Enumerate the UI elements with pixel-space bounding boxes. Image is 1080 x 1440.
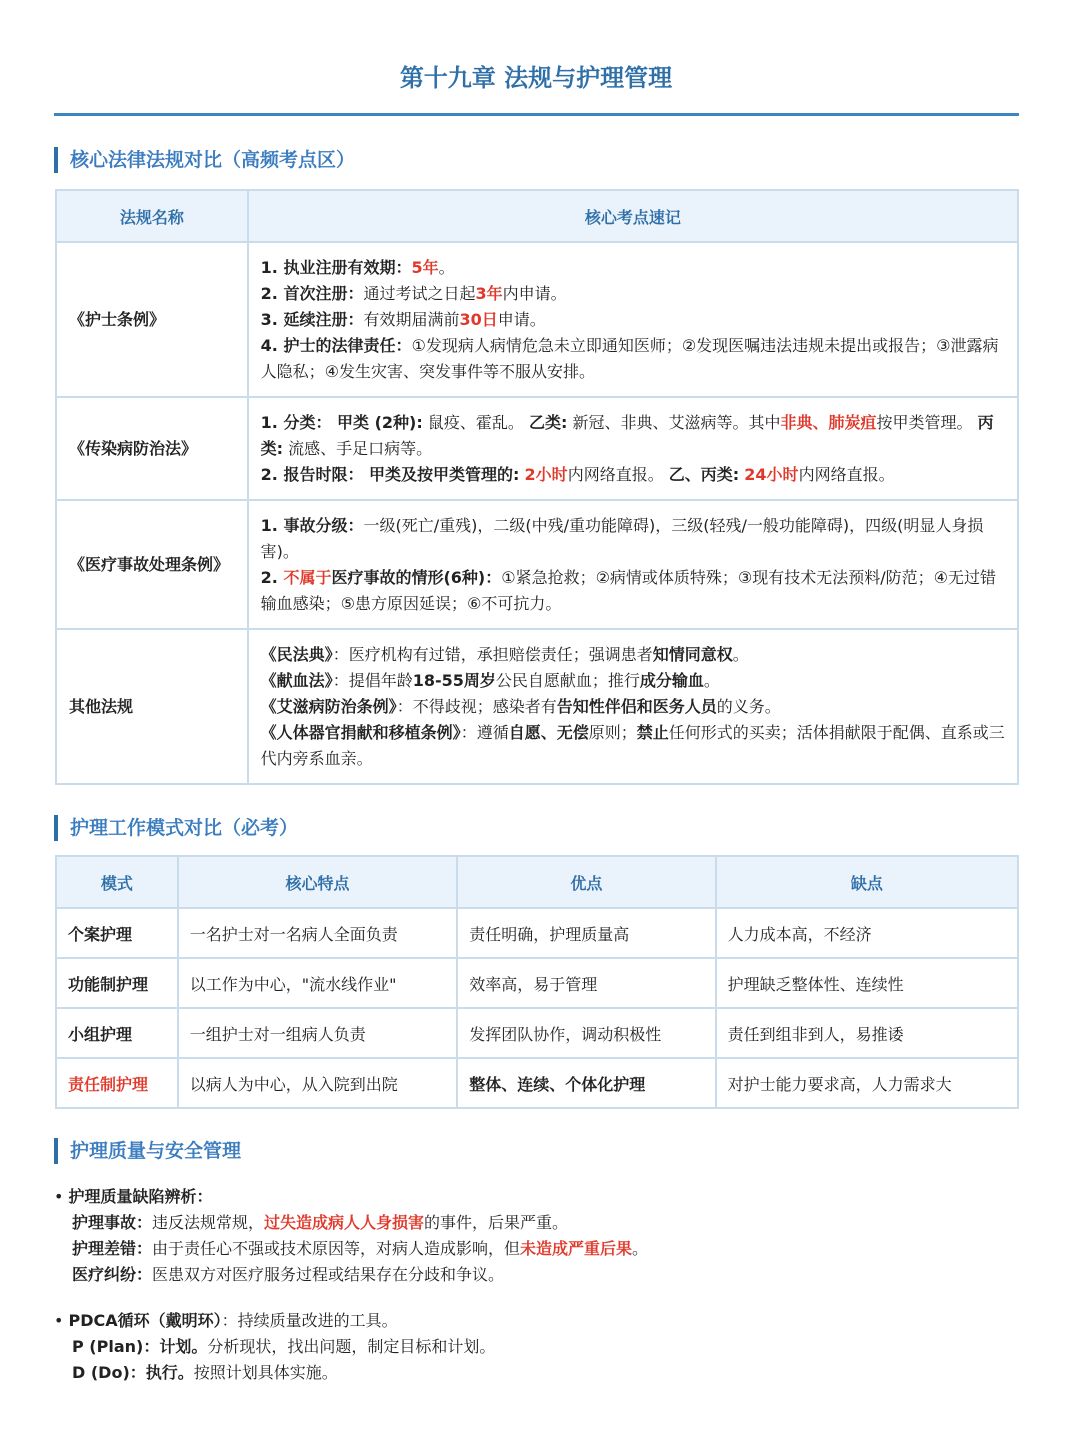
text-line: 4. 护士的法律责任：①发现病人病情危急未立即通知医师；②发现医嘱违法违规未提出或报告；③泄露病人隐私；④发生灾害、突发事件等不服从安排。 <box>260 335 999 381</box>
section-heading-laws: 核心法律法规对比（高频考点区） <box>54 147 355 173</box>
text-line: 《艾滋病防治条例》：不得歧视；感染者有告知性伴侣和医务人员的义务。 <box>260 696 781 716</box>
text-line: 护理差错：由于责任心不强或技术原因等，对病人造成影响，但未造成严重后果。 <box>72 1239 649 1258</box>
law-points <box>248 500 1018 629</box>
bullet-lines <box>54 1210 648 1288</box>
text-line: 《献血法》：提倡年龄18-55周岁公民自愿献血；推行成分输血。 <box>260 670 720 690</box>
table-row <box>56 1058 1018 1108</box>
text-line: 1. 执业注册有效期：5年。 <box>260 257 455 277</box>
text-line: 医疗纠纷：医患双方对医疗服务过程或结果存在分歧和争议。 <box>72 1265 505 1284</box>
mode-pro: 整体、连续、个体化护理 <box>457 1058 715 1108</box>
table-row <box>56 500 1018 629</box>
law-points <box>248 629 1018 784</box>
laws-header-points: 核心考点速记 <box>248 190 1018 242</box>
mode-feature: 一名护士对一名病人全面负责 <box>178 908 457 958</box>
title-divider <box>54 113 1019 116</box>
mode-name: 责任制护理 <box>56 1058 178 1108</box>
laws-table-header <box>56 190 1018 242</box>
laws-header-name: 法规名称 <box>56 190 248 242</box>
mode-con: 对护士能力要求高，人力需求大 <box>716 1058 1018 1108</box>
modes-header-pro: 优点 <box>457 856 715 908</box>
text-line: 1. 事故分级：一级(死亡/重残)，二级(中残/重功能障碍)，三级(轻残/一般功能障碍)，四级(明显人身损害)。 <box>260 515 984 561</box>
modes-header-mode: 模式 <box>56 856 178 908</box>
bullet-title: • 护理质量缺陷辨析： <box>54 1187 213 1206</box>
section-heading-quality: 护理质量与安全管理 <box>54 1138 241 1164</box>
section-heading-modes: 护理工作模式对比（必考） <box>54 815 298 841</box>
modes-header-feature: 核心特点 <box>178 856 457 908</box>
mode-con: 人力成本高，不经济 <box>716 908 1018 958</box>
table-row <box>56 1008 1018 1058</box>
bullet-title: • PDCA循环（戴明环）：持续质量改进的工具。 <box>54 1311 398 1330</box>
text-line: P (Plan)：计划。分析现状，找出问题，制定目标和计划。 <box>72 1337 496 1356</box>
mode-pro: 效率高，易于管理 <box>457 958 715 1008</box>
mode-pro: 责任明确，护理质量高 <box>457 908 715 958</box>
mode-feature: 以病人为中心，从入院到出院 <box>178 1058 457 1108</box>
law-name: 其他法规 <box>56 629 248 784</box>
law-name: 《传染病防治法》 <box>56 397 248 500</box>
mode-name: 个案护理 <box>56 908 178 958</box>
text-line: 2. 首次注册：通过考试之日起3年内申请。 <box>260 283 567 303</box>
mode-con: 护理缺乏整体性、连续性 <box>716 958 1018 1008</box>
law-points <box>248 242 1018 397</box>
table-row <box>56 242 1018 397</box>
law-name: 《医疗事故处理条例》 <box>56 500 248 629</box>
mode-name: 功能制护理 <box>56 958 178 1008</box>
text-line: 护理事故：违反法规常规，过失造成病人人身损害的事件，后果严重。 <box>72 1213 569 1232</box>
mode-feature: 以工作为中心，"流水线作业" <box>178 958 457 1008</box>
table-row <box>56 958 1018 1008</box>
pdca-bullet <box>54 1308 495 1386</box>
table-row <box>56 629 1018 784</box>
text-line: D (Do)：执行。按照计划具体实施。 <box>72 1363 338 1382</box>
mode-feature: 一组护士对一组病人负责 <box>178 1008 457 1058</box>
mode-pro: 发挥团队协作，调动积极性 <box>457 1008 715 1058</box>
modes-table <box>55 855 1019 1109</box>
modes-header-con: 缺点 <box>716 856 1018 908</box>
quality-defects-bullet <box>54 1184 648 1288</box>
law-points <box>248 397 1018 500</box>
bullet-lines <box>54 1334 495 1386</box>
table-row <box>56 908 1018 958</box>
modes-table-header <box>56 856 1018 908</box>
text-line: 1. 分类： 甲类 (2种): 鼠疫、霍乱。 乙类: 新冠、非典、艾滋病等。其中非典、肺炭疽按甲类管理。 丙类: 流感、手足口病等。 <box>260 412 994 458</box>
text-line: 3. 延续注册：有效期届满前30日申请。 <box>260 309 546 329</box>
text-line: 2. 报告时限： 甲类及按甲类管理的: 2小时内网络直报。 乙、丙类: 24小时内网络直报。 <box>260 464 895 484</box>
law-name: 《护士条例》 <box>56 242 248 397</box>
laws-table <box>55 189 1019 785</box>
page-title: 第十九章 法规与护理管理 <box>399 64 673 92</box>
mode-name: 小组护理 <box>56 1008 178 1058</box>
text-line: 《民法典》：医疗机构有过错，承担赔偿责任；强调患者知情同意权。 <box>260 644 749 664</box>
table-row <box>56 397 1018 500</box>
text-line: 《人体器官捐献和移植条例》：遵循自愿、无偿原则；禁止任何形式的买卖；活体捐献限于配偶、直系或三代内旁系血亲。 <box>260 722 1005 768</box>
text-line: 2. 不属于医疗事故的情形(6种)：①紧急抢救；②病情或体质特殊；③现有技术无法预料/防范；④无过错输血感染；⑤患方原因延误；⑥不可抗力。 <box>260 567 997 613</box>
mode-con: 责任到组非到人，易推诿 <box>716 1008 1018 1058</box>
